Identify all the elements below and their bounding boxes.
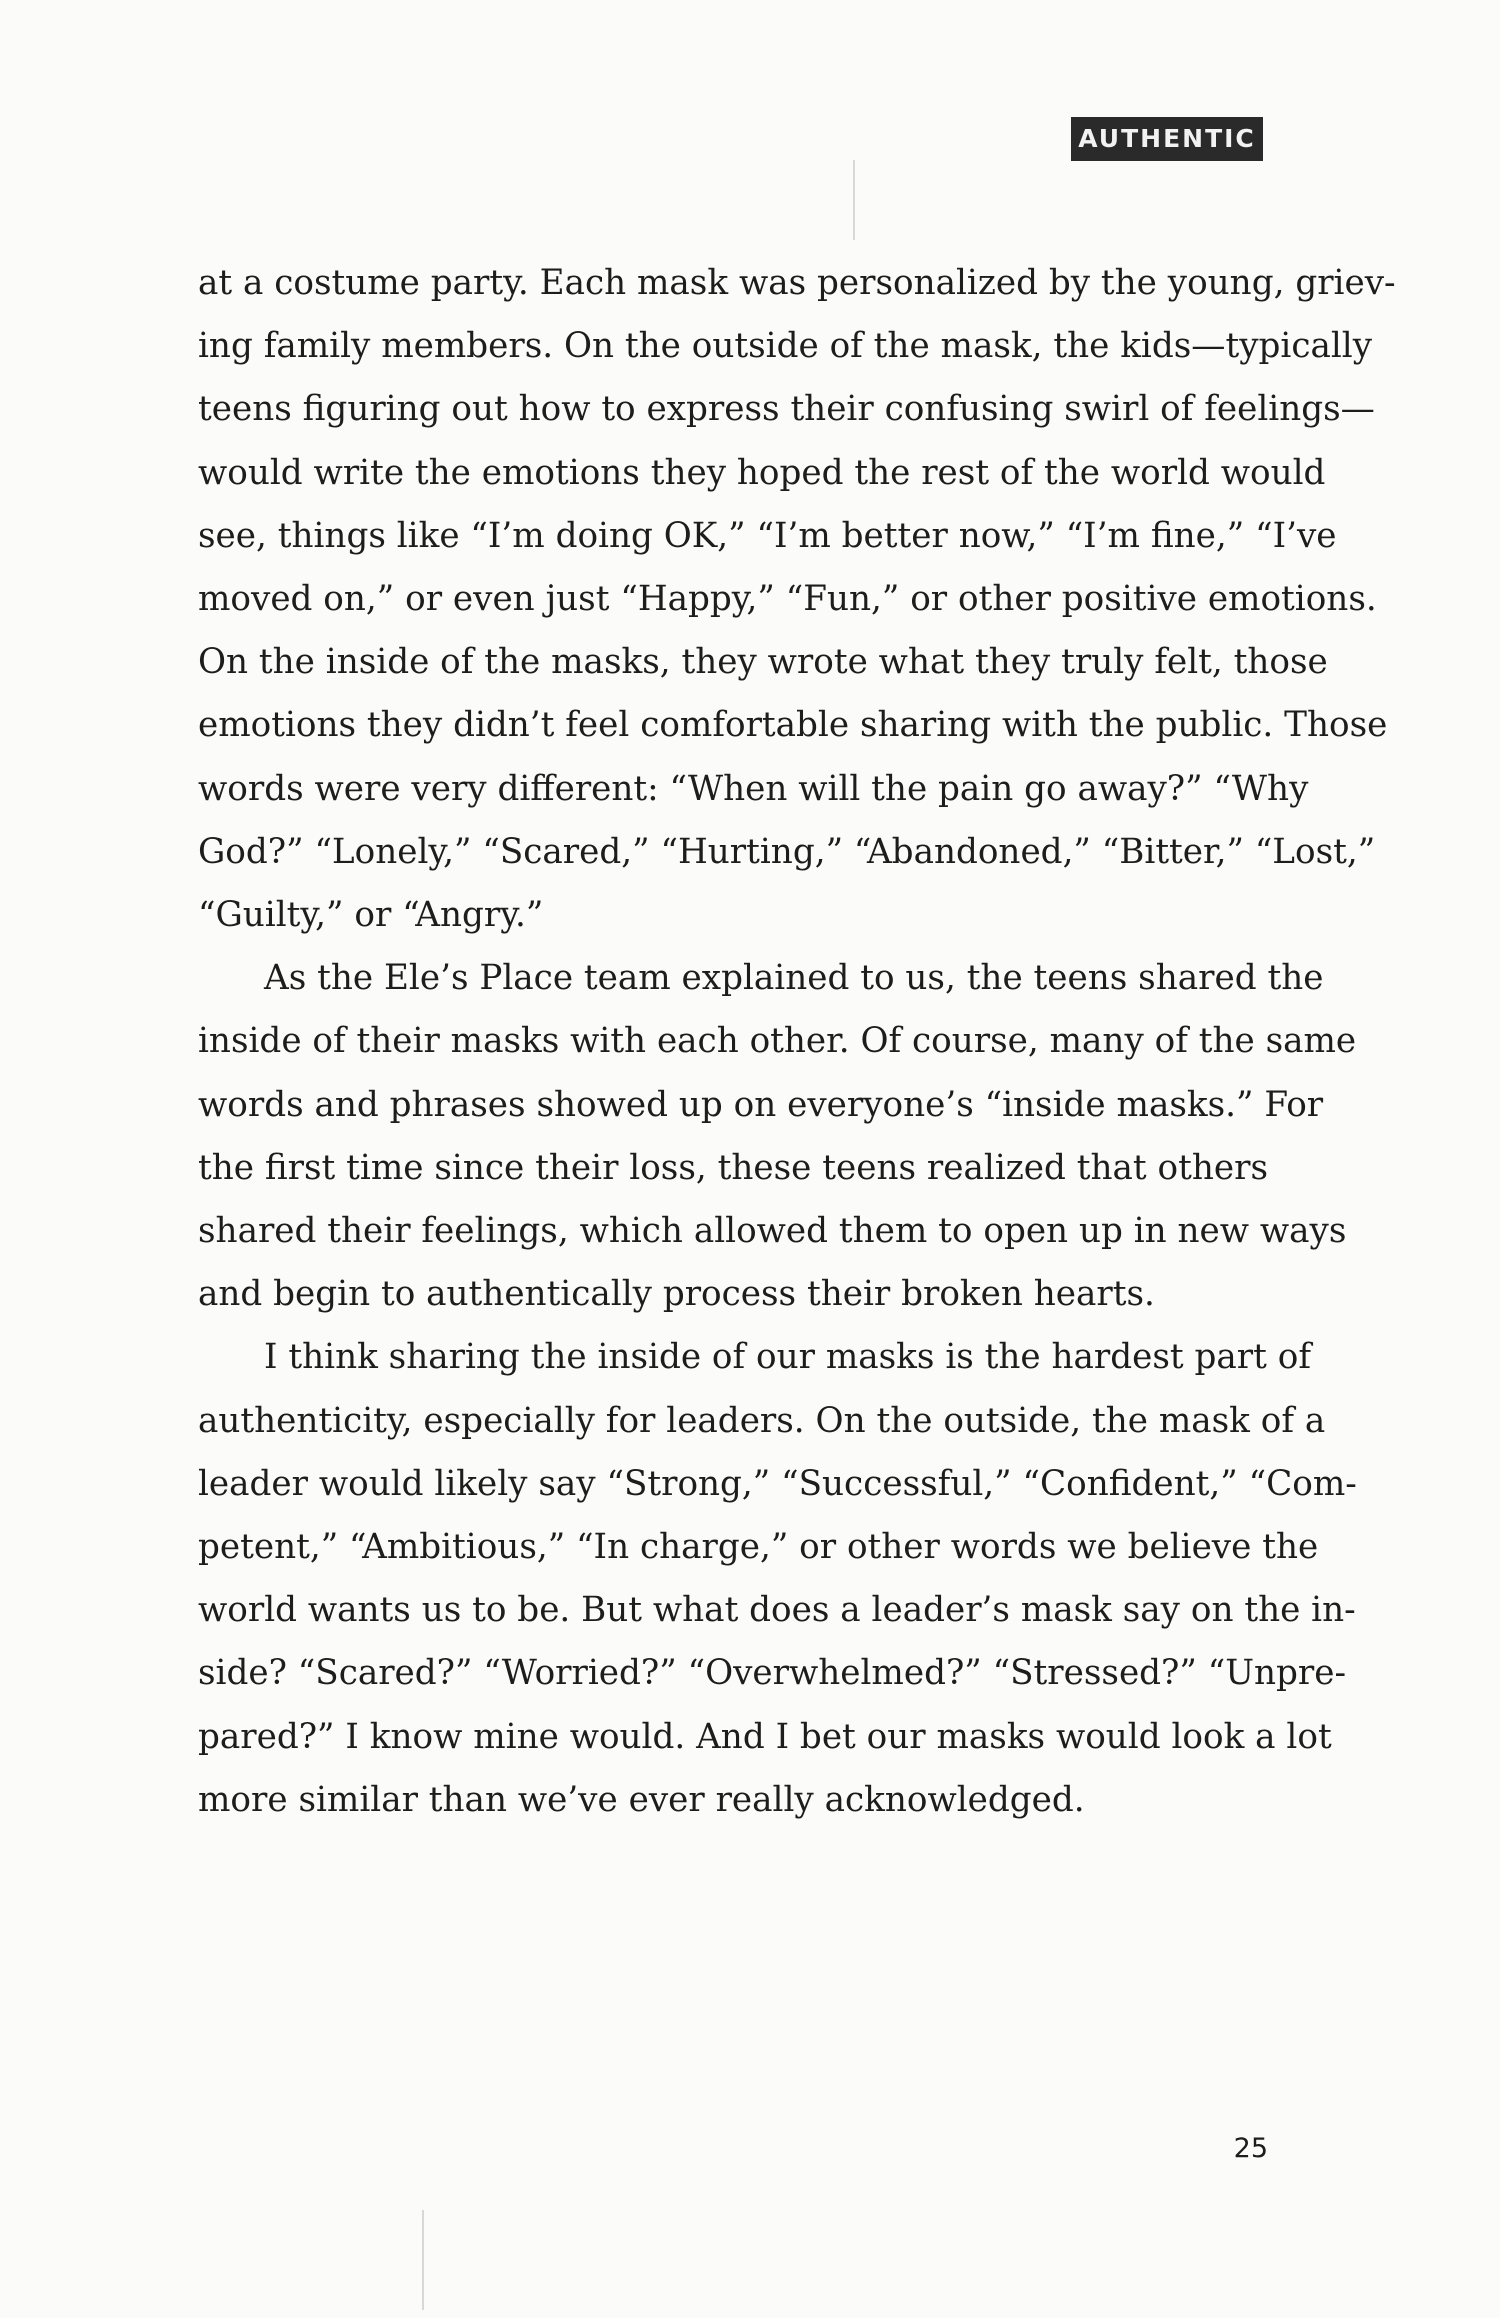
- text-line: at a costume party. Each mask was personalized by the young, griev-: [198, 263, 1396, 303]
- text-line: the first time since their loss, these teens realized that others: [198, 1147, 1268, 1188]
- text-line: would write the emotions they hoped the rest of the world would: [198, 452, 1326, 493]
- text-line: teens figuring out how to express their confusing swirl of feelings—: [198, 389, 1375, 430]
- text-line: leader would likely say “Strong,” “Successful,” “Confident,” “Com-: [198, 1463, 1357, 1504]
- text-line: “Guilty,” or “Angry.”: [198, 895, 544, 936]
- text-line: side? “Scared?” “Worried?” “Overwhelmed?” “Stressed?” “Unpre-: [198, 1653, 1347, 1694]
- scan-artifact-line: [422, 2210, 424, 2310]
- scan-artifact-line: [853, 160, 855, 240]
- text-line: emotions they didn’t feel comfortable sharing with the public. Those: [198, 705, 1388, 746]
- text-line: inside of their masks with each other. Of course, many of the same: [198, 1021, 1357, 1062]
- text-line: authenticity, especially for leaders. On the outside, the mask of a: [198, 1400, 1326, 1441]
- text-line: On the inside of the masks, they wrote what they truly felt, those: [198, 642, 1328, 683]
- text-line: more similar than we’ve ever really acknowledged.: [198, 1779, 1085, 1820]
- text-line: world wants us to be. But what does a leader’s mask say on the in-: [198, 1590, 1356, 1631]
- text-line: words and phrases showed up on everyone’s “inside masks.” For: [198, 1084, 1324, 1125]
- text-line: and begin to authentically process their broken hearts.: [198, 1274, 1155, 1315]
- page-number: 25: [1233, 2133, 1268, 2164]
- paragraph: [198, 1326, 1357, 1832]
- text-line: I think sharing the inside of our masks is the hardest part of: [264, 1337, 1311, 1378]
- paragraph: [198, 252, 1396, 947]
- text-line: shared their feelings, which allowed them to open up in new ways: [198, 1211, 1347, 1252]
- text-line: ing family members. On the outside of the mask, the kids—typically: [198, 326, 1373, 367]
- section-header-label: AUTHENTIC: [1071, 117, 1263, 161]
- text-line: see, things like “I’m doing OK,” “I’m better now,” “I’m fine,” “I’ve: [198, 515, 1337, 556]
- body-text: [198, 252, 1396, 1832]
- text-line: God?” “Lonely,” “Scared,” “Hurting,” “Abandoned,” “Bitter,” “Lost,”: [198, 831, 1376, 872]
- text-line: petent,” “Ambitious,” “In charge,” or other words we believe the: [198, 1527, 1319, 1568]
- text-line: pared?” I know mine would. And I bet our masks would look a lot: [198, 1716, 1332, 1757]
- text-line: moved on,” or even just “Happy,” “Fun,” or other positive emotions.: [198, 579, 1377, 620]
- text-line: As the Ele’s Place team explained to us, the teens shared the: [264, 958, 1324, 999]
- text-line: words were very different: “When will the pain go away?” “Why: [198, 768, 1309, 809]
- paragraph: [198, 947, 1357, 1326]
